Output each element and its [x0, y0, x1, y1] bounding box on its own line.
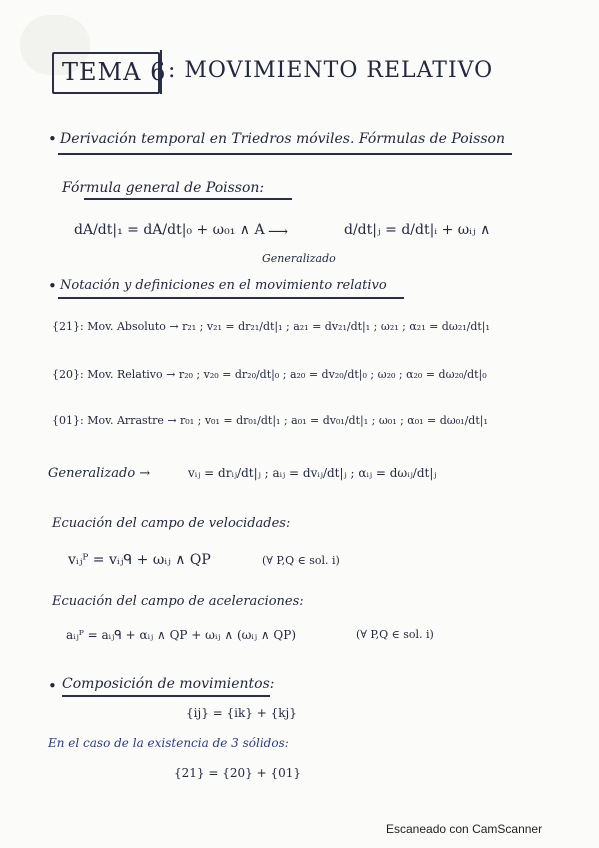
arrow-icon: ⟶ [268, 224, 289, 240]
poisson-underline [84, 198, 292, 200]
generalizado-label: Generalizado [262, 252, 336, 265]
bullet: • [48, 677, 57, 695]
composition-heading: Composición de movimientos: [62, 676, 275, 692]
absolute-motion-line: {21}: Mov. Absoluto → r₂₁ ; v₂₁ = dr₂₁/dt|₁ ; a₂₁ = dv₂₁/dt|₁ ; ω₂₁ ; α₂₁ = dω₂₁/dt|₁ [52, 320, 490, 333]
composition-underline [62, 695, 270, 697]
poisson-eq-right: d/dt|ⱼ = d/dt|ᵢ + ωᵢⱼ ∧ [344, 222, 491, 238]
drag-motion-line: {01}: Mov. Arrastre → r₀₁ ; v₀₁ = dr₀₁/dt|₁ ; a₀₁ = dv₀₁/dt|₁ ; ω₀₁ ; α₀₁ = dω₀₁/dt|₁ [52, 414, 488, 427]
acceleration-field-condition: (∀ P,Q ∈ sol. i) [356, 628, 434, 641]
three-solids-note: En el caso de la existencia de 3 sólidos: [48, 736, 289, 750]
velocity-field-equation: vᵢⱼᴾ = vᵢⱼᑫ + ωᵢⱼ ∧ QP [68, 552, 211, 568]
generalized-definitions: vᵢⱼ = drᵢⱼ/dt|ⱼ ; aᵢⱼ = dvᵢⱼ/dt|ⱼ ; αᵢⱼ = dωᵢⱼ/dt|ⱼ [188, 466, 437, 480]
section2-heading: Notación y definiciones en el movimiento relativo [60, 278, 387, 293]
acceleration-field-heading: Ecuación del campo de aceleraciones: [52, 594, 304, 609]
velocity-field-heading: Ecuación del campo de velocidades: [52, 516, 291, 531]
generalizado-arrow-label: Generalizado → [48, 466, 151, 481]
section1-underline [58, 153, 512, 155]
scanner-footer: Escaneado con CamScanner [386, 822, 543, 836]
relative-motion-line: {20}: Mov. Relativo → r₂₀ ; v₂₀ = dr₂₀/dt|₀ ; a₂₀ = dv₂₀/dt|₀ ; ω₂₀ ; α₂₀ = dω₂₀/dt|₀ [52, 368, 487, 381]
title-box-text: TEMA 6 [62, 58, 167, 86]
velocity-field-condition: (∀ P,Q ∈ sol. i) [262, 554, 340, 567]
section2-underline [58, 297, 404, 299]
bullet: • [48, 130, 57, 148]
bullet: • [48, 277, 57, 295]
acceleration-field-equation: aᵢⱼᴾ = aᵢⱼᑫ + αᵢⱼ ∧ QP + ωᵢⱼ ∧ (ωᵢⱼ ∧ QP) [66, 628, 297, 642]
section1-heading: Derivación temporal en Triedros móviles. Fórmulas de Poisson [60, 131, 505, 147]
composition-equation: {ij} = {ik} + {kj} [186, 706, 297, 720]
three-solids-equation: {21} = {20} + {01} [174, 766, 301, 780]
page-title: : MOVIMIENTO RELATIVO [168, 58, 494, 83]
poisson-eq-left: dA/dt|₁ = dA/dt|₀ + ω₀₁ ∧ A [74, 222, 265, 238]
poisson-subheading: Fórmula general de Poisson: [62, 180, 265, 196]
